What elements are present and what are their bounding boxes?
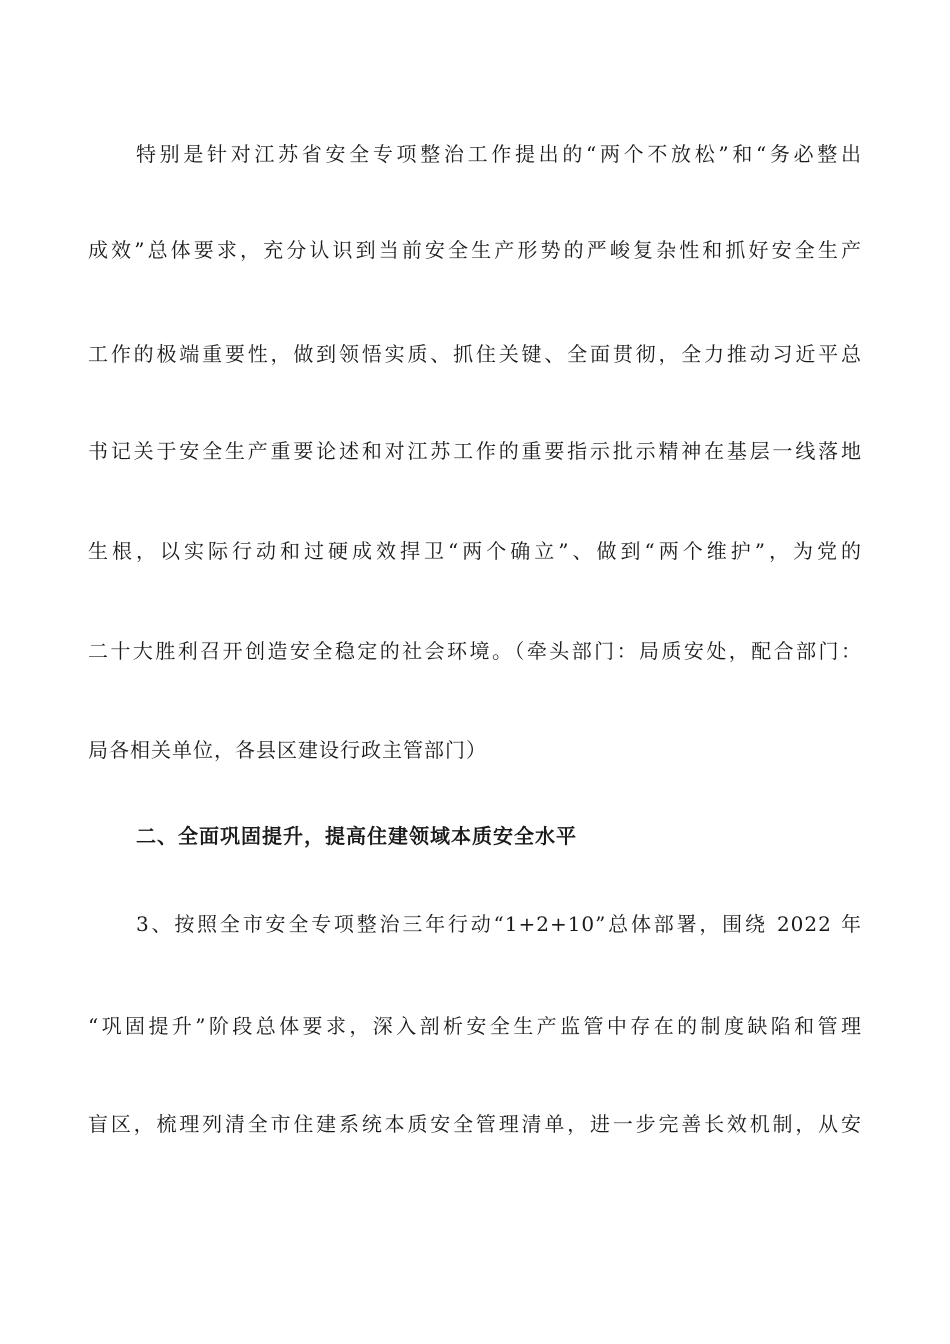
paragraph-line: 盲区，梳理列清全市住建系统本质安全管理清单，进一步完善长效机制，从安 [88,1112,862,1136]
paragraph-line: “巩固提升”阶段总体要求，深入剖析安全生产监管中存在的制度缺陷和管理 [88,1014,862,1038]
paragraph-line: 3、按照全市安全专项整治三年行动“1+2+10”总体部署，围绕 2022 年 [136,912,862,936]
paragraph-line: 成效”总体要求，充分认识到当前安全生产形势的严峻复杂性和抓好安全生产 [88,238,862,262]
paragraph-line: 二十大胜利召开创造安全稳定的社会环境。（牵头部门：局质安处，配合部门： [88,639,862,663]
paragraph-line: 书记关于安全生产重要论述和对江苏工作的重要指示批示精神在基层一线落地 [88,439,862,463]
paragraph-line: 工作的极端重要性，做到领悟实质、抓住关键、全面贯彻，全力推动习近平总 [88,342,862,366]
paragraph-line: 特别是针对江苏省安全专项整治工作提出的“两个不放松”和“务必整出 [136,142,862,166]
paragraph-line: 局各相关单位，各县区建设行政主管部门） [88,738,487,762]
paragraph-line: 生根，以实际行动和过硬成效捍卫“两个确立”、做到“两个维护”，为党的 [88,539,862,563]
section-heading: 二、全面巩固提升，提高住建领域本质安全水平 [136,824,577,848]
